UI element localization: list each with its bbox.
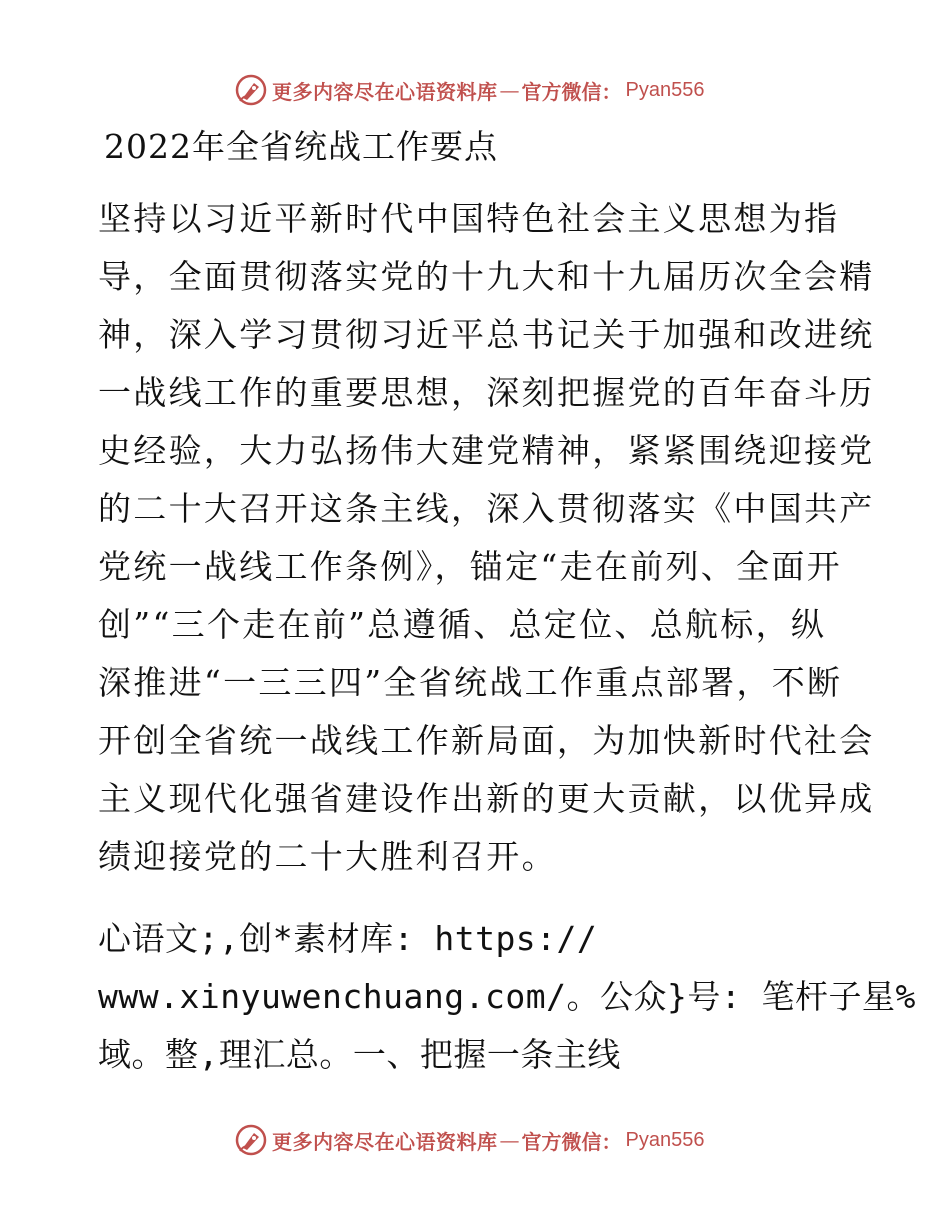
paragraph-line: 绩迎接党的二十大胜利召开。 — [98, 837, 557, 876]
paragraph-line: 坚持以习近平新时代中国特色社会主义思想为指 — [98, 199, 840, 238]
pen-nib-logo-icon — [234, 73, 268, 107]
header-banner — [234, 72, 704, 108]
paragraph-line: 党统一战线工作条例》，锚定“走在前列、全面开 — [98, 547, 842, 586]
paragraph-line: 导，全面贯彻落实党的十九大和十九届历次全会精 — [98, 257, 875, 296]
source-note-line: 心语文;,创*素材库: https:// — [98, 919, 598, 958]
banner-wechat-label: 官方微信： — [521, 79, 622, 104]
banner-separator: — — [499, 78, 520, 102]
paragraph-line: 史经验，大力弘扬伟大建党精神，紧紧围绕迎接党 — [98, 431, 875, 470]
paragraph-line: 创”“三个走在前”总遵循、总定位、总航标，纵 — [98, 605, 827, 644]
banner-separator: — — [499, 1128, 520, 1152]
source-note-line: www.xinyuwenchuang.com/。公众}号: 笔杆子星% — [98, 977, 916, 1016]
footer-banner — [234, 1122, 704, 1158]
paragraph-line: 深推进“一三三四”全省统战工作重点部署，不断 — [98, 663, 843, 702]
paragraph-line: 主义现代化强省建设作出新的更大贡献，以优异成 — [98, 779, 875, 818]
paragraph-line: 的二十大召开这条主线，深入贯彻落实《中国共产 — [98, 489, 875, 528]
document-title: 2022年全省统战工作要点 — [104, 127, 498, 166]
source-note-line: 域。整,理汇总。一、把握一条主线 — [98, 1035, 621, 1074]
banner-text: 更多内容尽在心语资料库 — [272, 79, 498, 104]
paragraph-line: 一战线工作的重要思想，深刻把握党的百年奋斗历 — [98, 373, 875, 412]
pen-nib-logo-icon — [234, 1123, 268, 1157]
banner-text: 更多内容尽在心语资料库 — [272, 1129, 498, 1154]
banner-wechat-id: Pyan556 — [625, 1128, 705, 1151]
paragraph-line: 开创全省统一战线工作新局面，为加快新时代社会 — [98, 721, 875, 760]
paragraph-line: 神，深入学习贯彻习近平总书记关于加强和改进统 — [98, 315, 875, 354]
banner-wechat-label: 官方微信： — [521, 1129, 622, 1154]
banner-wechat-id: Pyan556 — [625, 78, 705, 101]
